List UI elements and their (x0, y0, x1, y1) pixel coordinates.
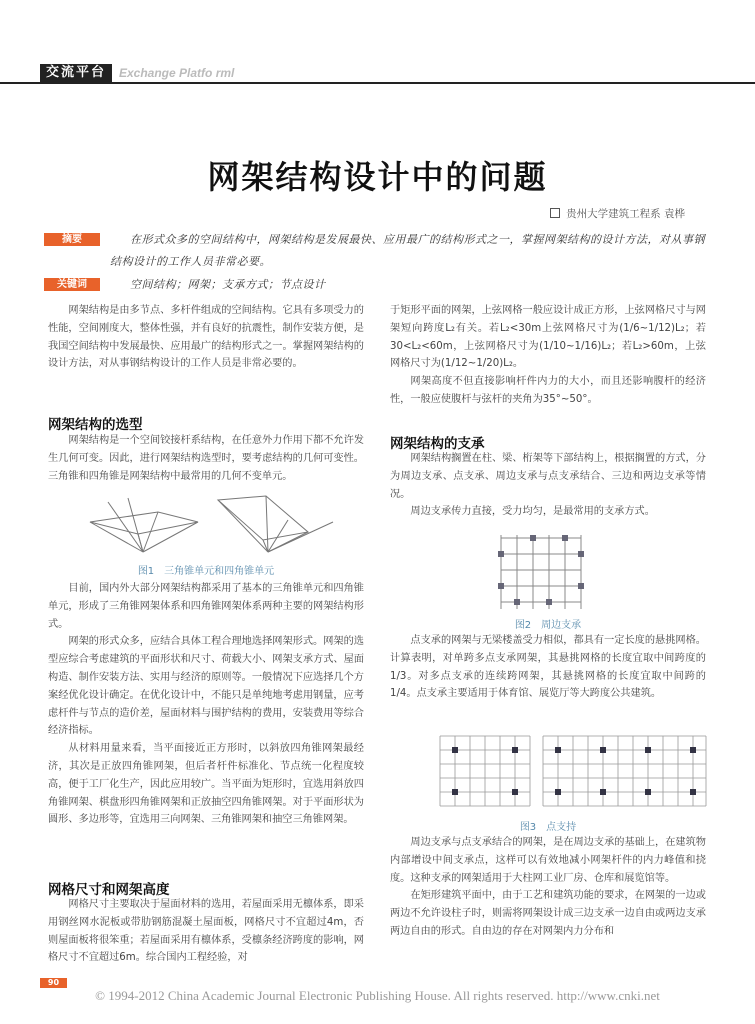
right-body-2 (390, 450, 706, 521)
abstract-text: 在形式众多的空间结构中，网架结构是发展最快、应用最广的结构形式之一，掌握网架结构的设计方法，对从事钢结构设计的工作人员非常必要。 (110, 233, 705, 268)
keywords-text: 空间结构；网架；支承方式；节点设计 (130, 278, 326, 291)
paragraph-edge-support: 在矩形建筑平面中，由于工艺和建筑功能的要求，在网架的一边或两边不允许设柱子时，则需将网架设计成三边支承一边自由或两边支承两边自由的形式。自由边的存在对网架内力分布和 (390, 890, 706, 937)
heading-grid-size: 网格尺寸和网架高度 (48, 882, 170, 898)
paragraph-forms: 网架的形式众多，应结合具体工程合理地选择网架形式。网架的选型应综合考虑建筑的平面形状和尺寸、荷载大小、网架支承方式、屋面构造、制作安装方法、实用与经济的原则等。一般情况下应选择几个方案经优化设计确定。在优化设计中，不能只是单纯地考虑用钢量，应考虑杆件与节点的造价差，屋面材料与围护结构的费用，安装费用等综合经济指标。 (48, 636, 364, 737)
figure-2-caption: 图2 周边支承 (514, 620, 582, 631)
section-label-en: Exchange Platfo rml (119, 66, 235, 80)
paragraph-materials: 从材料用量来看，当平面接近正方形时，以斜放四角锥网架最经济，其次是正放四角锥网架，但后者杆件标准化、节点统一化程度较高，便于工厂化生产，因此应用较广。当平面为矩形时，宜选用斜放四角锥网架、棋盘形四角锥网架和正放抽空四角锥网架。对于平面形状为圆形、多边形等，宜选用三向网架、三角锥网架和抽空三角锥网架。 (48, 743, 364, 826)
paragraph-support-types: 网架结构搁置在柱、梁、桁架等下部结构上，根据搁置的方式，分为周边支承、点支承、周边支承与点支承结合、三边和两边支承等情况。 (390, 453, 706, 500)
page-number: 90 (40, 978, 67, 988)
figure-1-pyramids (88, 492, 348, 556)
author-line (550, 206, 685, 221)
heading-support: 网架结构的支承 (390, 436, 485, 452)
left-body-3 (48, 896, 364, 967)
right-body-3 (390, 632, 706, 703)
figure-3-point-grids (438, 728, 708, 814)
paragraph-current: 目前，国内外大部分网架结构都采用了基本的三角锥单元和四角锥单元，形成了三角锥网架体系和四角锥网架体系两种主要的网架结构形式。 (48, 583, 364, 630)
paragraph-height: 网架高度不但直接影响杆件内力的大小，而且还影响腹杆的经济性，一般应使腹杆与弦杆的夹角为35°~50°。 (390, 376, 706, 405)
left-column (48, 302, 364, 373)
copyright-watermark: © 1994-2012 China Academic Journal Electronic Publishing House. All rights reserved. http://www.cnki.net (95, 988, 660, 1003)
heading-selection: 网架结构的选型 (48, 417, 143, 433)
left-body-2 (48, 580, 364, 829)
figure-1-caption: 图1 三角锥单元和四角锥单元 (137, 566, 275, 577)
header-rule (0, 64, 755, 84)
right-body-4 (390, 834, 706, 941)
author-box-icon (550, 208, 560, 218)
right-body-1 (390, 302, 706, 409)
abstract-tag: 摘要 (44, 233, 100, 246)
selection-paragraph: 网架结构是一个空间铰接杆系结构，在任意外力作用下都不允许发生几何可变。因此，进行网架结构选型时，要考虑结构的几何可变性。三角锥和四角锥是网架结构中最常用的几何不变单元。 (48, 435, 364, 482)
figure-3-caption: 图3 点支持 (519, 822, 577, 833)
figure-2-perimeter-grid (496, 533, 586, 613)
intro-paragraph: 网架结构是由多节点、多杆件组成的空间结构。它具有多项受力的性能，空间刚度大，整体性强，并有良好的抗震性，制作安装方便，是我国空间结构中发展最快、应用最广的结构形式之一。掌握网架结构的设计方法，对从事钢结构设计的工作人员是非常必要的。 (48, 305, 364, 370)
author-name: 贵州大学建筑工程系 袁桦 (566, 208, 685, 220)
section-label: 交流平台 (40, 64, 112, 82)
paragraph-combined-support: 周边支承与点支承结合的网架，是在周边支承的基础上，在建筑物内部增设中间支承点，这样可以有效地减小网架杆件的内力峰值和挠度。这种支承的网架适用于大柱网工业厂房、仓库和展览馆等。 (390, 837, 706, 884)
paragraph-grid-size: 网格尺寸主要取决于屋面材料的选用，若屋面采用无檩体系，即采用钢丝网水泥板或带肋钢筋混凝土屋面板，网格尺寸不宜超过4m，否则屋面板将很笨重；若屋面采用有檩体系，受檩条经济跨度的影响，网格尺寸不宜超过6m。综合国内工程经验，对 (48, 899, 364, 964)
paragraph-perimeter: 周边支承传力直接，受力均匀，是最常用的支承方式。 (410, 506, 655, 518)
keywords-tag: 关键词 (44, 278, 100, 291)
paragraph-grid-continued: 于矩形平面的网架，上弦网格一般应设计成正方形，上弦网格尺寸与网架短向跨度L₂有关。若L₂<30m上弦网格尺寸为(1/6~1/12)L₂；若30<L₂<60m，上弦网格尺寸为(1/10~1/16)L₂；若L₂>60m，上弦网格尺寸为(1/12~1/20)L₂。 (390, 305, 706, 370)
paragraph-point-support: 点支承的网架与无梁楼盖受力相似，都具有一定长度的悬挑网格。计算表明，对单跨多点支承网架，其悬挑网格的长度宜取中间跨度的1/3。对多点支承的连续跨网架，其悬挑网格的长度宜取中间跨的1/4。点支承主要适用于体育馆、展览厅等大跨度公共建筑。 (390, 635, 706, 700)
article-title: 网架结构设计中的问题 (207, 158, 548, 196)
square-pyramid-base (218, 496, 308, 540)
left-p1-block (48, 432, 364, 485)
